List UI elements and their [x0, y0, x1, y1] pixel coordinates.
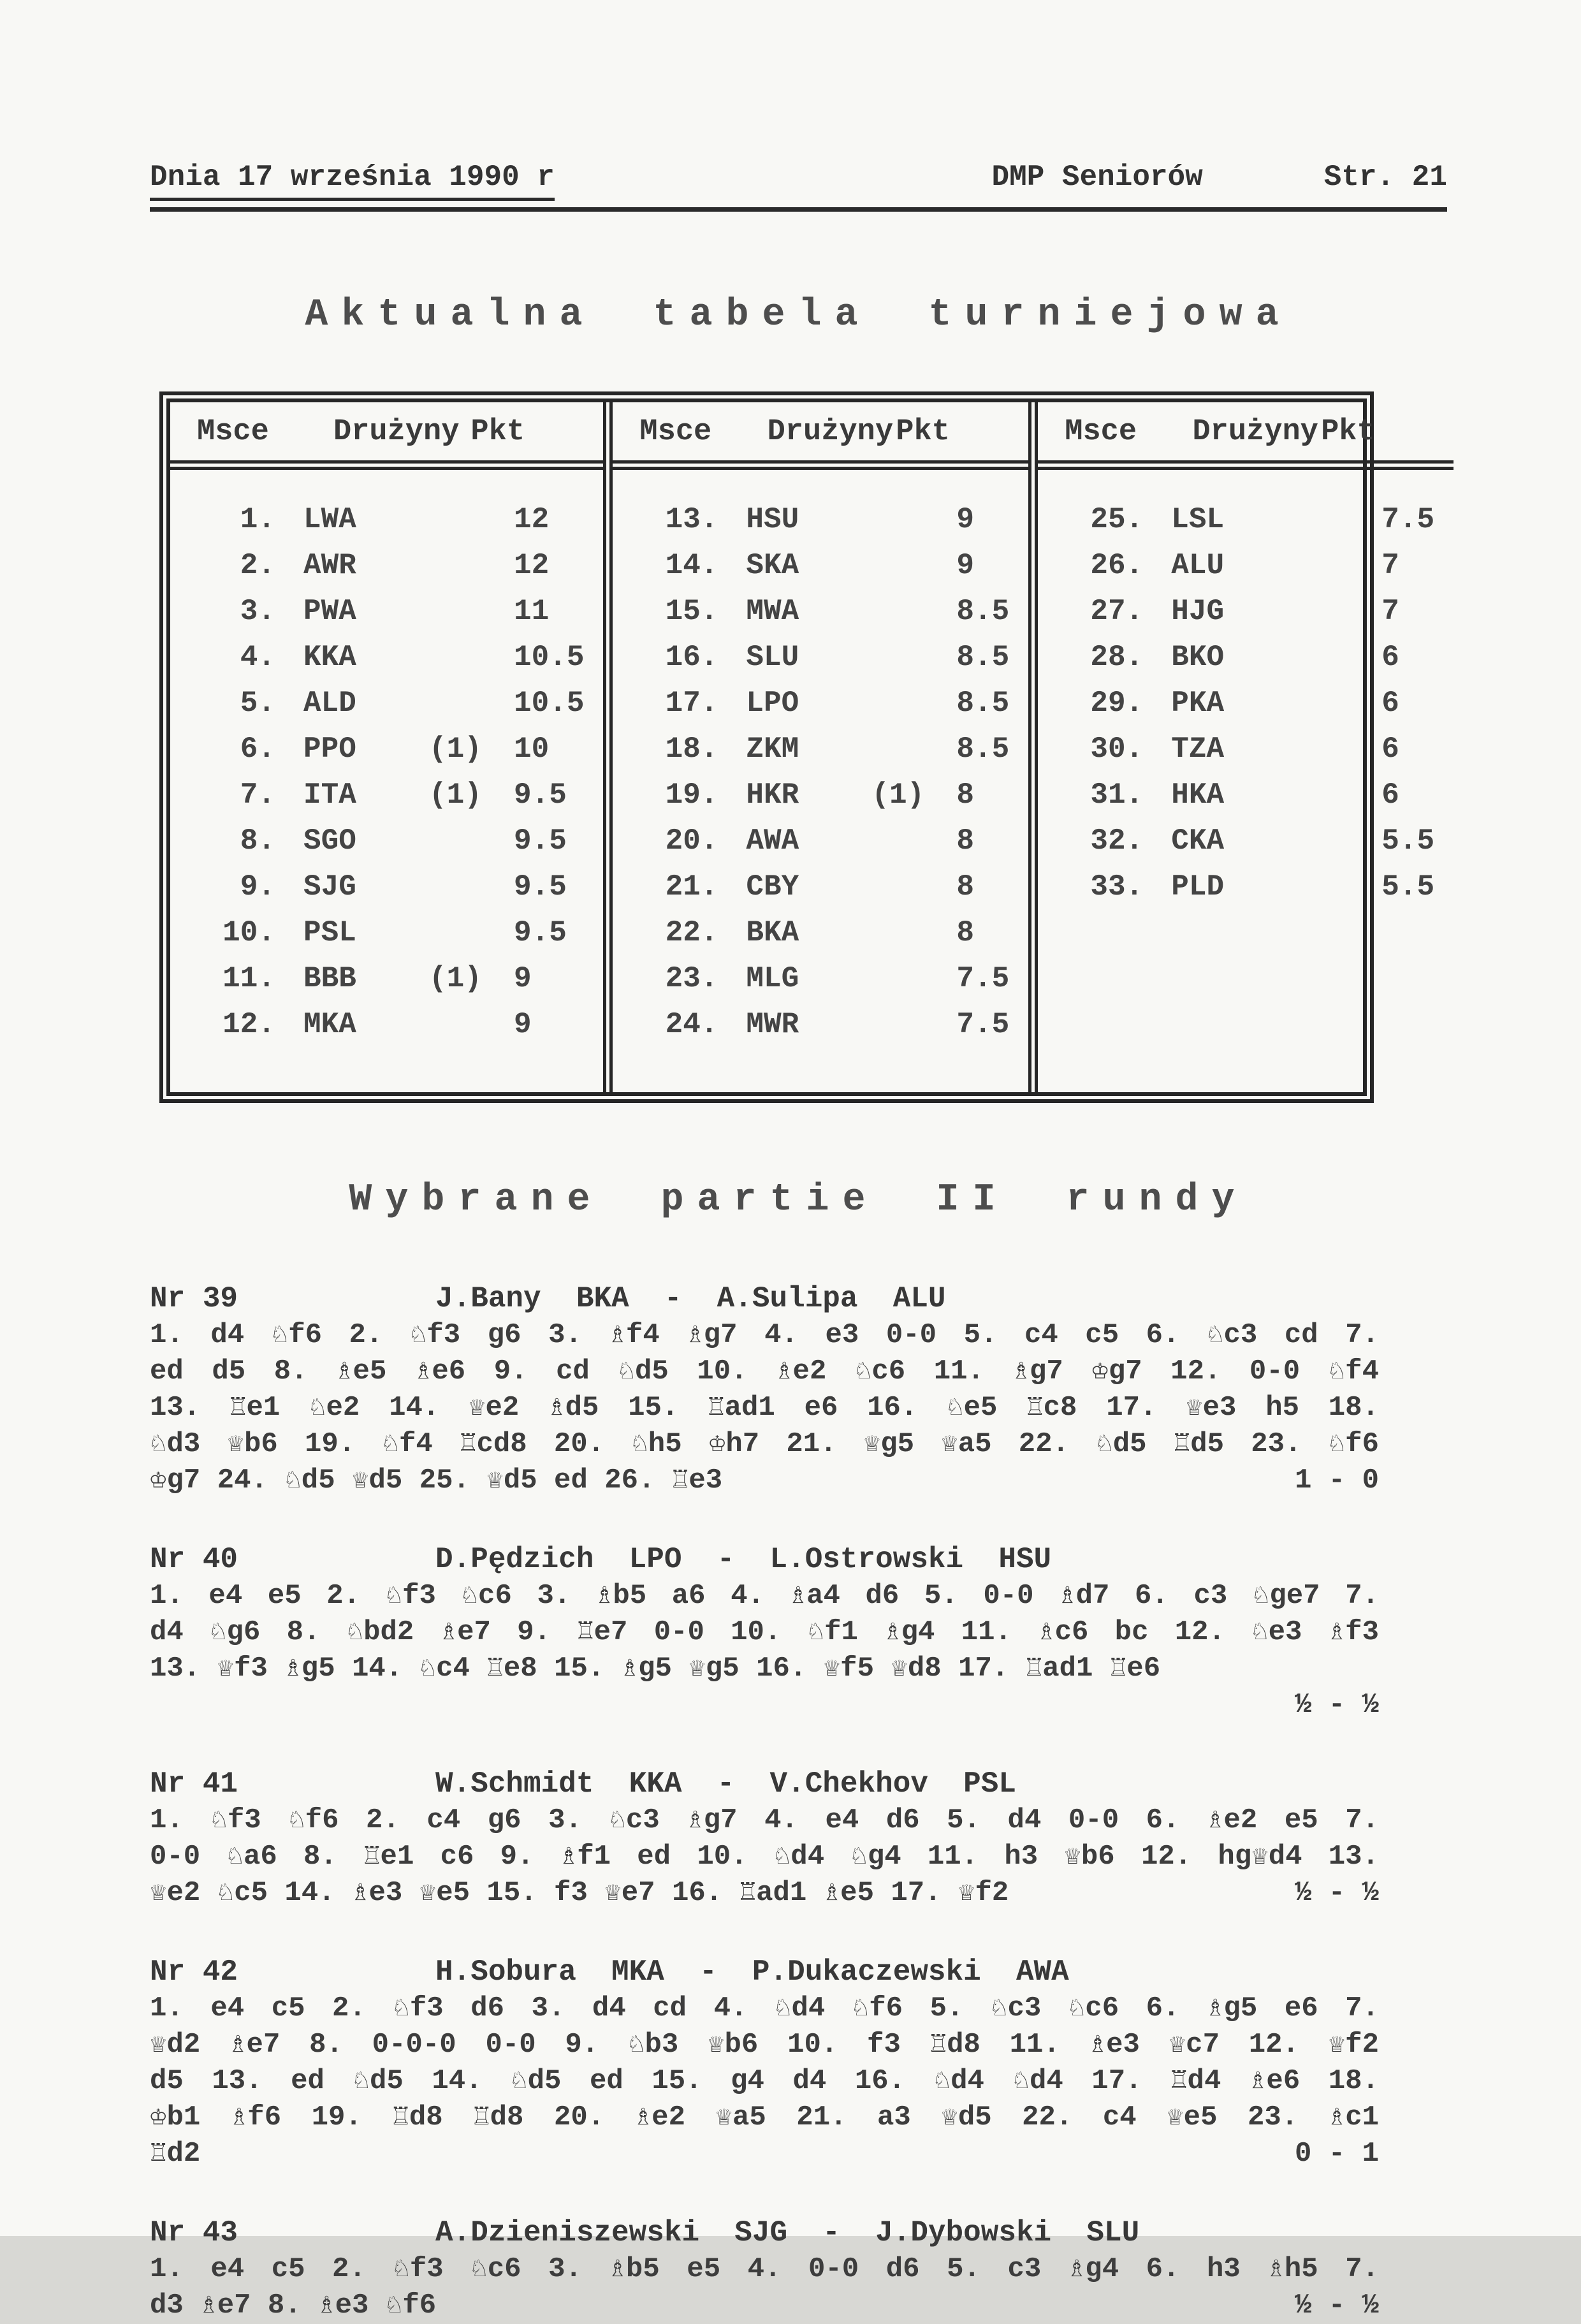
cell-team: HJG	[1171, 595, 1225, 628]
cell-team: PSL	[303, 916, 356, 949]
cell-team: ZKM	[746, 733, 799, 766]
cell-place: 16.	[665, 641, 718, 674]
table-row	[1057, 687, 1434, 733]
cell-place: 14.	[665, 549, 718, 582]
column-header-msce: Msce	[1065, 415, 1137, 449]
moves-line: 0-0 ♘a6 8. ♖e1 c6 9. ♗f1 ed 10. ♘d4 ♘g4 11. h3 ♕b6 12. hg♕d4 13.	[150, 1841, 1379, 1873]
cell-place: 32.	[1090, 824, 1144, 858]
game-matchup: A.Dzieniszewski SJG - J.Dybowski SLU	[435, 2216, 1140, 2249]
table-row	[1057, 549, 1434, 595]
cell-team: BKA	[746, 916, 799, 949]
game-moves	[150, 1578, 1379, 1723]
cell-team: MWA	[746, 595, 799, 628]
cell-points: 8	[956, 824, 975, 858]
cell-points: 7.5	[956, 962, 1010, 995]
table-row	[632, 733, 1009, 778]
moves-line: ♘d3 ♕b6 19. ♘f4 ♖cd8 20. ♘h5 ♔h7 21. ♕g5 ♕a5 22. ♘d5 ♖d5 23. ♘f6	[150, 1428, 1379, 1460]
moves-line: 1. ♘f3 ♘f6 2. c4 g6 3. ♘c3 ♗g7 4. e4 d6 5. d4 0-0 6. ♗e2 e5 7.	[150, 1804, 1379, 1836]
cell-place: 9.	[240, 870, 275, 903]
game-number: Nr 39	[150, 1282, 238, 1315]
cell-place: 18.	[665, 733, 718, 766]
table-header-row	[170, 402, 603, 470]
cell-points: 6	[1381, 687, 1399, 720]
moves-line: 1. d4 ♘f6 2. ♘f3 g6 3. ♗f4 ♗g7 4. e3 0-0 5. c4 c5 6. ♘c3 cd 7.	[150, 1319, 1379, 1351]
table-row	[632, 962, 1009, 1008]
header-page-number: Str. 21	[1323, 161, 1447, 194]
cell-team: HKR	[746, 778, 799, 812]
moves-line: 13. ♖e1 ♘e2 14. ♕e2 ♗d5 15. ♖ad1 e6 16. ♘e5 ♖c8 17. ♕e3 h5 18.	[150, 1392, 1379, 1424]
game-header	[150, 1541, 1379, 1578]
game-result: ½ - ½	[1294, 1689, 1379, 1721]
cell-team: LPO	[746, 687, 799, 720]
table-row	[189, 549, 584, 595]
game-header	[150, 1954, 1379, 1991]
cell-place: 27.	[1090, 595, 1144, 628]
cell-place: 1.	[240, 503, 275, 536]
cell-place: 7.	[240, 778, 275, 812]
game-result: 0 - 1	[1294, 2138, 1379, 2170]
cell-points: 5.5	[1381, 824, 1435, 858]
cell-place: 10.	[222, 916, 275, 949]
cell-place: 11.	[222, 962, 275, 995]
cell-team: LSL	[1171, 503, 1225, 536]
cell-points: 9.5	[514, 916, 567, 949]
cell-points: 8.5	[956, 641, 1010, 674]
table-row	[189, 733, 584, 778]
cell-team: MWR	[746, 1008, 799, 1041]
moves-line: ♔b1 ♗f6 19. ♖d8 ♖d8 20. ♗e2 ♕a5 21. a3 ♕d5 22. c4 ♕e5 23. ♗c1	[150, 2101, 1379, 2133]
table-row	[189, 870, 584, 916]
cell-place: 26.	[1090, 549, 1144, 582]
moves-tail: ♕e2 ♘c5 14. ♗e3 ♕e5 15. f3 ♕e7 16. ♖ad1 ♗e5 17. ♕f2	[150, 1877, 1009, 1909]
game-matchup: D.Pędzich LPO - L.Ostrowski HSU	[435, 1543, 1052, 1576]
page-header	[150, 161, 1447, 212]
cell-team: HKA	[1171, 778, 1225, 812]
cell-place: 24.	[665, 1008, 718, 1041]
cell-points: 9	[956, 549, 975, 582]
column-header-pkt: Pkt	[1321, 415, 1375, 449]
table-row	[632, 549, 1009, 595]
cell-team: SJG	[303, 870, 356, 903]
column-header-pkt: Pkt	[470, 415, 525, 449]
moves-last-line	[150, 1875, 1379, 1911]
table-row	[189, 503, 584, 549]
cell-points: 7	[1381, 549, 1399, 582]
games-section	[150, 1280, 1379, 2324]
moves-tail: ♔g7 24. ♘d5 ♕d5 25. ♕d5 ed 26. ♖e3	[150, 1465, 723, 1496]
cell-points: 6	[1381, 641, 1399, 674]
table-row	[189, 916, 584, 962]
cell-team: AWA	[746, 824, 799, 858]
cell-place: 29.	[1090, 687, 1144, 720]
table-row	[632, 870, 1009, 916]
moves-line: d4 ♘g6 8. ♘bd2 ♗e7 9. ♖e7 0-0 10. ♘f1 ♗g4 11. ♗c6 bc 12. ♘e3 ♗f3	[150, 1616, 1379, 1648]
column-header-msce: Msce	[197, 415, 269, 449]
table-row	[632, 824, 1009, 870]
cell-points: 5.5	[1381, 870, 1435, 903]
cell-place: 30.	[1090, 733, 1144, 766]
cell-place: 5.	[240, 687, 275, 720]
table-row	[1057, 641, 1434, 687]
game	[150, 2214, 1379, 2324]
cell-points: 6	[1381, 778, 1399, 812]
game-matchup: J.Bany BKA - A.Sulipa ALU	[435, 1282, 946, 1315]
game-matchup: W.Schmidt KKA - V.Chekhov PSL	[435, 1767, 1016, 1801]
cell-points: 8.5	[956, 595, 1010, 628]
cell-points: 10.5	[514, 687, 585, 720]
cell-points: 7.5	[956, 1008, 1010, 1041]
table-row	[189, 778, 584, 824]
cell-points: 7	[1381, 595, 1399, 628]
table-row	[189, 962, 584, 1008]
cell-note: (1)	[429, 778, 482, 812]
moves-line: d5 13. ed ♘d5 14. ♘d5 ed 15. g4 d4 16. ♘d4 ♘d4 17. ♖d4 ♗e6 18.	[150, 2065, 1379, 2097]
table-header-row	[613, 402, 1028, 470]
cell-place: 13.	[665, 503, 718, 536]
cell-place: 19.	[665, 778, 718, 812]
tournament-table-title: Aktualna tabela turniejowa	[305, 293, 1292, 337]
cell-team: AWR	[303, 549, 356, 582]
cell-team: SLU	[746, 641, 799, 674]
moves-line: 1. e4 e5 2. ♘f3 ♘c6 3. ♗b5 a6 4. ♗a4 d6 5. 0-0 ♗d7 6. c3 ♘ge7 7.	[150, 1580, 1379, 1612]
cell-team: ALU	[1171, 549, 1225, 582]
cell-points: 9	[514, 1008, 532, 1041]
table-row	[632, 916, 1009, 962]
table-header-row	[1038, 402, 1454, 470]
moves-tail: ♖d2	[150, 2138, 201, 2170]
cell-team: TZA	[1171, 733, 1225, 766]
moves-line: 1. e4 c5 2. ♘f3 d6 3. d4 cd 4. ♘d4 ♘f6 5. ♘c3 ♘c6 6. ♗g5 e6 7.	[150, 1992, 1379, 2024]
game-header	[150, 1280, 1379, 1317]
moves-last-line	[150, 1463, 1379, 1499]
cell-team: PWA	[303, 595, 356, 628]
cell-place: 4.	[240, 641, 275, 674]
table-row	[1057, 870, 1434, 916]
cell-place: 15.	[665, 595, 718, 628]
cell-place: 6.	[240, 733, 275, 766]
table-row	[189, 595, 584, 641]
cell-place: 3.	[240, 595, 275, 628]
cell-place: 21.	[665, 870, 718, 903]
table-row	[632, 1008, 1009, 1054]
table-column-group	[1028, 402, 1454, 1092]
cell-team: KKA	[303, 641, 356, 674]
cell-place: 28.	[1090, 641, 1144, 674]
table-row	[632, 503, 1009, 549]
tournament-standings-table	[159, 391, 1435, 1103]
cell-team: SKA	[746, 549, 799, 582]
cell-points: 10	[514, 733, 550, 766]
cell-points: 9.5	[514, 778, 567, 812]
column-header-druzyny: Drużyny	[333, 415, 460, 449]
table-row	[1057, 778, 1434, 824]
cell-points: 6	[1381, 733, 1399, 766]
cell-points: 12	[514, 503, 550, 536]
column-header-druzyny: Drużyny	[1192, 415, 1318, 449]
moves-tail: 13. ♕f3 ♗g5 14. ♘c4 ♖e8 15. ♗g5 ♕g5 16. ♕f5 ♕d8 17. ♖ad1 ♖e6	[150, 1653, 1161, 1685]
game	[150, 1541, 1379, 1723]
cell-team: BBB	[303, 962, 356, 995]
cell-place: 31.	[1090, 778, 1144, 812]
cell-points: 9.5	[514, 870, 567, 903]
table-row	[632, 595, 1009, 641]
table-row	[632, 778, 1009, 824]
game	[150, 1954, 1379, 2172]
game-result: ½ - ½	[1294, 2290, 1379, 2321]
cell-team: BKO	[1171, 641, 1225, 674]
column-header-msce: Msce	[639, 415, 712, 449]
moves-last-line	[150, 2136, 1379, 2172]
cell-team: ALD	[303, 687, 356, 720]
cell-team: PLD	[1171, 870, 1225, 903]
table-row	[632, 641, 1009, 687]
cell-team: CKA	[1171, 824, 1225, 858]
cell-place: 25.	[1090, 503, 1144, 536]
cell-place: 22.	[665, 916, 718, 949]
cell-points: 12	[514, 549, 550, 582]
table-row	[1057, 503, 1434, 549]
cell-team: SGO	[303, 824, 356, 858]
cell-place: 33.	[1090, 870, 1144, 903]
moves-tail: d3 ♗e7 8. ♗e3 ♘f6	[150, 2290, 437, 2321]
moves-line: ♕d2 ♗e7 8. 0-0-0 0-0 9. ♘b3 ♕b6 10. f3 ♖d8 11. ♗e3 ♕c7 12. ♕f2	[150, 2029, 1379, 2061]
cell-place: 8.	[240, 824, 275, 858]
moves-line: ed d5 8. ♗e5 ♗e6 9. cd ♘d5 10. ♗e2 ♘c6 11. ♗g7 ♔g7 12. 0-0 ♘f4	[150, 1356, 1379, 1387]
cell-points: 7.5	[1381, 503, 1435, 536]
cell-team: MKA	[303, 1008, 356, 1041]
table-body	[1038, 470, 1454, 954]
column-header-pkt: Pkt	[896, 415, 950, 449]
header-date: Dnia 17 września 1990 r	[150, 161, 555, 201]
game-result-row	[150, 1687, 1379, 1723]
table-row	[1057, 733, 1434, 778]
game-header	[150, 1765, 1379, 1802]
table-body	[170, 470, 603, 1092]
cell-points: 8.5	[956, 733, 1010, 766]
cell-note: (1)	[429, 962, 482, 995]
cell-points: 8.5	[956, 687, 1010, 720]
game	[150, 1765, 1379, 1911]
cell-points: 8	[956, 870, 975, 903]
cell-team: PPO	[303, 733, 356, 766]
cell-points: 9.5	[514, 824, 567, 858]
table-row	[189, 641, 584, 687]
game-number: Nr 41	[150, 1767, 238, 1801]
table-row	[189, 1008, 584, 1054]
game-number: Nr 42	[150, 1955, 238, 1989]
table-body	[613, 470, 1028, 1092]
table-row	[632, 687, 1009, 733]
cell-note: (1)	[429, 733, 482, 766]
cell-team: PKA	[1171, 687, 1225, 720]
header-publication: DMP Seniorów	[991, 161, 1203, 194]
cell-points: 8	[956, 916, 975, 949]
game-result: ½ - ½	[1294, 1877, 1379, 1909]
cell-note: (1)	[871, 778, 925, 812]
moves-last-line	[150, 2288, 1379, 2324]
table-row	[189, 824, 584, 870]
cell-team: CBY	[746, 870, 799, 903]
cell-points: 8	[956, 778, 975, 812]
game-number: Nr 43	[150, 2216, 238, 2249]
column-header-druzyny: Drużyny	[767, 415, 894, 449]
moves-last-line	[150, 1651, 1379, 1687]
table-row	[1057, 824, 1434, 870]
cell-team: LWA	[303, 503, 356, 536]
game-moves	[150, 1991, 1379, 2172]
game-result: 1 - 0	[1294, 1465, 1379, 1496]
cell-points: 9	[514, 962, 532, 995]
cell-place: 23.	[665, 962, 718, 995]
cell-place: 2.	[240, 549, 275, 582]
cell-place: 12.	[222, 1008, 275, 1041]
game-matchup: H.Sobura MKA - P.Dukaczewski AWA	[435, 1955, 1069, 1989]
game-moves	[150, 2251, 1379, 2324]
game-number: Nr 40	[150, 1543, 238, 1576]
game	[150, 1280, 1379, 1499]
table-column-group	[170, 402, 603, 1092]
table-row	[1057, 595, 1434, 641]
cell-points: 11	[514, 595, 550, 628]
game-moves	[150, 1802, 1379, 1911]
game-moves	[150, 1317, 1379, 1499]
table-column-group	[603, 402, 1028, 1092]
game-header	[150, 2214, 1379, 2251]
cell-team: ITA	[303, 778, 356, 812]
cell-team: HSU	[746, 503, 799, 536]
moves-line: 1. e4 c5 2. ♘f3 ♘c6 3. ♗b5 e5 4. 0-0 d6 5. c3 ♗g4 6. h3 ♗h5 7.	[150, 2253, 1379, 2285]
table-row	[189, 687, 584, 733]
cell-place: 17.	[665, 687, 718, 720]
cell-place: 20.	[665, 824, 718, 858]
cell-points: 10.5	[514, 641, 585, 674]
cell-points: 9	[956, 503, 975, 536]
selected-games-title: Wybrane partie II rundy	[349, 1178, 1248, 1222]
cell-team: MLG	[746, 962, 799, 995]
